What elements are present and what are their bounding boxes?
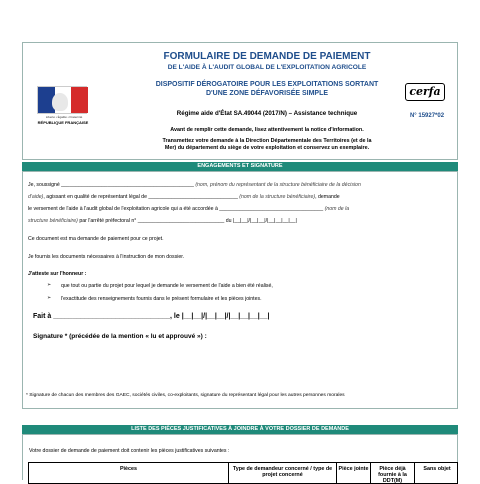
atteste-heading: J'atteste sur l'honneur :	[28, 271, 87, 277]
engagements-section-header: ENGAGEMENTS ET SIGNATURE	[22, 162, 458, 171]
column-header-pieces: Pièces	[29, 463, 229, 483]
structure-beneficiaire-hint: structure bénéficiaire)	[28, 218, 78, 224]
soussigne-line-3	[28, 205, 454, 213]
soussigne-hint: (nom, prénom du représentant de la structure bénéficiaire de la décision	[193, 182, 361, 188]
transmit-line-1: Transmettez votre demande à la Direction Départementale des Territoires (et de la	[162, 138, 372, 144]
soussigne-field[interactable]: Je, soussigné ______________________________________________	[28, 182, 194, 188]
bullet-item-1: que tout ou partie du projet pour lequel je demande le versement de l'aide a bien été réalisé,	[61, 283, 273, 289]
structure-hint: (nom de la structure bénéficiaire)	[237, 194, 316, 200]
pieces-intro: Votre dossier de demande de paiement doit contenir les pièces justificatives suivantes :	[29, 448, 230, 454]
soussigne-line-1	[28, 181, 454, 189]
bullet-item-2: l'exactitude des renseignements fournis dans le présent formulaire et les pièces jointes.	[61, 296, 262, 302]
beneficiaire-hint: (nom de la	[323, 206, 350, 212]
demande-text: , demande	[315, 194, 340, 200]
signature-area[interactable]	[33, 344, 453, 388]
column-header-piece-fournie: Pièce déjà fournie à la DDT(M)	[371, 463, 415, 483]
form-title: FORMULAIRE DE DEMANDE DE PAIEMENT	[163, 51, 371, 62]
arrete-field[interactable]: par l'arrêté préfectoral n° ______________________________ du |__|__|/|__|__|/|__|__|__|__|	[77, 218, 297, 224]
aide-hint: d'aide)	[28, 194, 44, 200]
statement-documents: Je fournis les documents nécessaires à l'instruction de mon dossier.	[28, 254, 185, 260]
header-box	[22, 42, 458, 160]
fait-a-field[interactable]: Fait à ______________________________, le |__|__|/|__|__|/|__|__|__|__|	[33, 313, 270, 320]
bullet-arrow-icon: ➢	[47, 295, 52, 301]
transmit-line-2: Mer) du département du siège de votre exploitation et conservez un exemplaire.	[164, 145, 370, 151]
bullet-arrow-icon: ➢	[47, 282, 52, 288]
soussigne-line-2	[28, 193, 454, 201]
form-subtitle: DE L'AIDE À L'AUDIT GLOBAL DE L'EXPLOITATION AGRICOLE	[167, 64, 367, 71]
dispositif-line-2: D'UNE ZONE DÉFAVORISÉE SIMPLE	[205, 89, 329, 97]
logo-name: RÉPUBLIQUE FRANÇAISE	[37, 120, 89, 125]
transmit-text	[119, 138, 415, 152]
beneficiaire-field[interactable]: le versement de l'aide à l'audit global de l'exploitation agricole qui a été accordée à ____________________________________	[28, 206, 324, 212]
republique-francaise-logo	[31, 83, 93, 125]
pieces-table-header	[28, 462, 458, 484]
signature-label: Signature * (précédée de la mention « lu et approuvé ») :	[33, 333, 207, 340]
dispositif-title	[119, 81, 415, 98]
regime-text: Régime aide d'État SA.49044 (2017/N) – Assistance technique	[176, 110, 358, 117]
engagements-section	[22, 171, 458, 409]
dispositif-line-1: DISPOSITIF DÉROGATOIRE POUR LES EXPLOITATIONS SORTANT	[155, 81, 379, 88]
signature-footnote: * Signature de chacun des membres des GAEC, sociétés civiles, co-exploitants, signature du représentant légal pour les autres personnes morales	[26, 393, 345, 398]
cerfa-number: N° 15927*02	[409, 113, 445, 119]
column-header-sans-objet: Sans objet	[423, 466, 451, 472]
statement-demande: Ce document est ma demande de paiement pour ce projet.	[28, 236, 164, 242]
pieces-section-header: LISTE DES PIÈCES JUSTIFICATIVES À JOINDRE À VOTRE DOSSIER DE DEMANDE	[22, 425, 458, 434]
column-header-piece-jointe: Pièce jointe	[337, 463, 371, 483]
notice-text: Avant de remplir cette demande, lisez attentivement la notice d'information.	[170, 127, 364, 133]
column-header-type-demandeur: Type de demandeur concerné / type de projet concerné	[229, 463, 337, 483]
soussigne-line-4	[28, 217, 454, 225]
logo-motto: Liberté • Égalité • Fraternité	[45, 115, 83, 119]
structure-field[interactable]: , agissant en qualité de représentant légal de _______________________________	[43, 194, 238, 200]
cerfa-logo: cerfa	[405, 83, 445, 101]
marianne-flag-icon	[37, 86, 87, 114]
